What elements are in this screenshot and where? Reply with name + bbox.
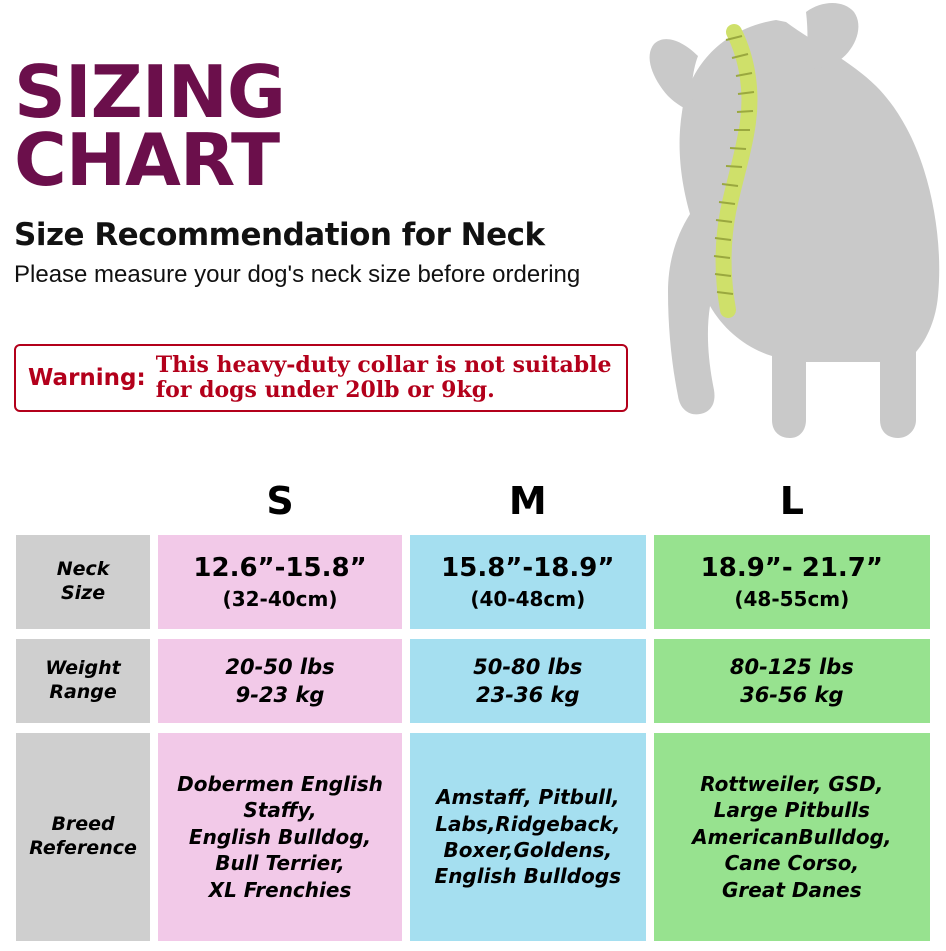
warning-banner xyxy=(14,344,628,412)
cell-neck-size-s xyxy=(158,535,402,629)
row-header-breed-reference-line2: Reference xyxy=(29,837,137,859)
cell-neck-size-m-main: 15.8”-18.9” xyxy=(441,553,615,584)
cell-weight-range-s-kg: 9-23 kg xyxy=(235,683,325,707)
warning-text-line2: for dogs under 20lb or 9kg. xyxy=(155,377,495,403)
table-row-weight-range xyxy=(16,639,930,723)
cell-weight-range-l-lbs: 80-125 lbs xyxy=(729,654,854,679)
table-row-neck-size xyxy=(16,535,930,629)
sizing-table xyxy=(8,462,938,951)
row-header-weight-range-line2: Range xyxy=(49,681,117,703)
row-header-weight-range-line1: Weight xyxy=(45,657,121,680)
cell-neck-size-l-sub: (48-55cm) xyxy=(734,586,850,611)
row-header-neck-size-line2: Size xyxy=(60,582,106,604)
cell-neck-size-s-main: 12.6”-15.8” xyxy=(193,553,367,584)
cell-breed-reference-l xyxy=(654,733,930,941)
cell-breed-reference-m-line2: Labs,Ridgeback, xyxy=(435,811,621,836)
row-header-neck-size xyxy=(16,535,150,629)
cell-breed-reference-l-line4: Cane Corso, xyxy=(724,851,860,876)
row-header-neck-size-line1: Neck xyxy=(56,558,110,581)
corner-cell xyxy=(16,472,150,525)
cell-breed-reference-s-line1: Dobermen English xyxy=(177,772,383,797)
cell-breed-reference-l-line3: AmericanBulldog, xyxy=(692,824,892,849)
cell-neck-size-m-sub: (40-48cm) xyxy=(470,586,586,611)
cell-breed-reference-s-line3: English Bulldog, xyxy=(188,824,372,849)
cell-weight-range-m-lbs: 50-80 lbs xyxy=(473,654,583,679)
warning-text-line1: This heavy-duty collar is not suitable xyxy=(155,351,612,378)
header-block xyxy=(14,50,674,289)
cell-weight-range-s xyxy=(158,639,402,723)
measure-instruction: Please measure your dog's neck size before ordering xyxy=(14,260,581,288)
cell-neck-size-l xyxy=(654,535,930,629)
cell-neck-size-s-sub: (32-40cm) xyxy=(222,586,338,611)
cell-neck-size-m xyxy=(410,535,646,629)
cell-breed-reference-s xyxy=(158,733,402,941)
cell-breed-reference-s-line2: Staffy, xyxy=(243,798,317,823)
cell-breed-reference-m-line3: Boxer,Goldens, xyxy=(443,838,613,862)
cell-neck-size-l-main: 18.9”- 21.7” xyxy=(700,553,883,584)
cell-breed-reference-s-line4: Bull Terrier, xyxy=(215,851,345,876)
row-header-weight-range xyxy=(16,639,150,723)
cell-breed-reference-m-line4: English Bulldogs xyxy=(434,864,622,889)
cell-breed-reference-l-line5: Great Danes xyxy=(721,877,862,902)
cell-weight-range-s-lbs: 20-50 lbs xyxy=(225,654,335,679)
cell-breed-reference-l-line2: Large Pitbulls xyxy=(713,798,870,823)
column-header-m: M xyxy=(508,479,547,523)
page-title xyxy=(14,50,674,203)
warning-label: Warning: xyxy=(28,365,146,391)
page-subtitle: Size Recommendation for Neck xyxy=(14,216,545,253)
table-row-breed-reference xyxy=(16,733,930,941)
cell-breed-reference-s-line5: XL Frenchies xyxy=(208,877,352,902)
cell-weight-range-m-kg: 23-36 kg xyxy=(476,683,580,707)
measuring-tape-icon xyxy=(714,32,754,310)
row-header-breed-reference-line1: Breed xyxy=(51,813,115,836)
cell-weight-range-l xyxy=(654,639,930,723)
column-header-s: S xyxy=(266,479,294,523)
page-title-line1: SIZING xyxy=(14,50,285,134)
row-header-breed-reference xyxy=(16,733,150,941)
column-header-l: L xyxy=(779,479,804,523)
cell-weight-range-m xyxy=(410,639,646,723)
cell-weight-range-l-kg: 36-56 kg xyxy=(740,683,844,707)
page-title-line2: CHART xyxy=(14,118,280,203)
cell-breed-reference-m xyxy=(410,733,646,941)
cell-breed-reference-l-line1: Rottweiler, GSD, xyxy=(700,772,884,797)
warning-text xyxy=(156,353,612,404)
table-header-row xyxy=(16,472,930,525)
cell-breed-reference-m-line1: Amstaff, Pitbull, xyxy=(436,785,620,810)
